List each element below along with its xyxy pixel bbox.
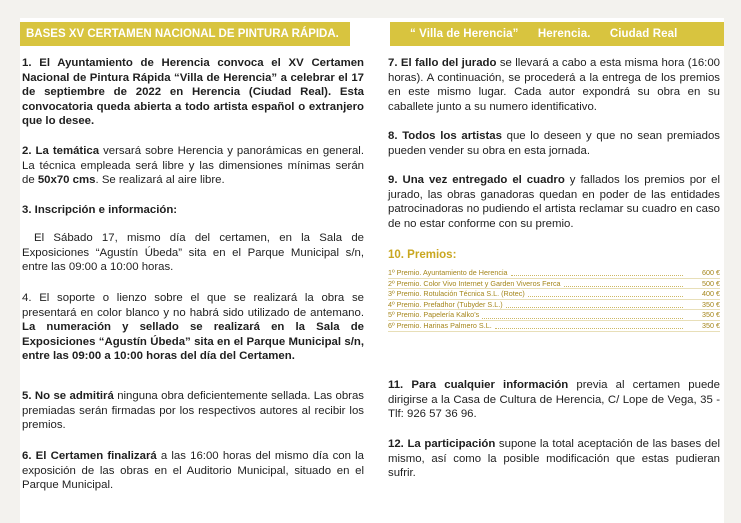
prize-name: 1º Premio. Ayuntamiento de Herencia <box>388 268 508 277</box>
rule-2-size: 50x70 cms <box>37 174 96 187</box>
rule-4-bold: La numeración y sellado se realizará en la Sala de Exposiciones “Agustín Úbeda” sita en el Parque Municipal s/n, entre las 09:00 a 10:00 horas del día del Certamen. <box>22 321 364 363</box>
rule-4 <box>22 291 364 364</box>
rule-8-text: que lo deseen y que no sean premiados pueden vender su obra en esta jornada. <box>388 130 721 157</box>
rule-8-title: 8. Todos los artistas <box>388 130 502 142</box>
prize-value: 500 € <box>702 278 720 288</box>
rule-10-title: 10. Premios: <box>388 249 457 261</box>
rule-6-title: 6. El Certamen finalizará <box>22 450 157 462</box>
rule-5 <box>22 389 364 433</box>
rule-9-title: 9. Una vez entregado el cuadro <box>388 174 565 186</box>
brochure-page <box>20 18 724 523</box>
rule-11 <box>388 378 720 422</box>
rule-2 <box>22 144 364 188</box>
prize-name: 6º Premio. Harinas Palmero S.L. <box>388 320 492 330</box>
header-province: Ciudad Real <box>609 28 678 40</box>
rule-1: 1. El Ayuntamiento de Herencia convoca el XV Certamen Nacional de Pintura Rápida “Villa de Herencia” a celebrar el 17 de septiembre de 2022 en Herencia (Ciudad Real). Esta convocatoria queda abierta a todo artista español o extranjero que lo desee. <box>22 57 364 128</box>
prize-name: 2º Premio. Color Vivo Internet y Garden Viveros Ferca <box>388 278 561 288</box>
prize-list <box>388 268 720 332</box>
rule-8 <box>388 129 720 158</box>
rule-7-title: 7. El fallo del jurado <box>388 57 497 69</box>
rule-2-text: versará sobre Herencia y panorámicas en general. La técnica empleada será libre y las dimensiones mínimas serán de <box>22 145 364 187</box>
prize-value: 350 € <box>702 320 720 330</box>
prize-row <box>388 279 720 290</box>
prize-value: 350 € <box>702 310 720 320</box>
prize-row <box>388 310 720 321</box>
prize-row <box>388 300 720 311</box>
rule-12-text: supone la total aceptación de las bases del mismo, así como la posible modificación que estas pudieran sufrir. <box>388 438 720 480</box>
rule-2-end: . Se realizará al aire libre. <box>95 174 225 187</box>
rule-9-text: y fallados los premios por el jurado, las obras ganadoras quedan en poder de las entidades patrocinadoras no pudiendo el artista reclamar su cuadro en caso de no estar conforme con su premio. <box>388 174 720 230</box>
prize-name: 3º Premio. Rotulación Técnica S.L. (Rotec) <box>388 289 525 299</box>
rule-9 <box>388 173 720 231</box>
rule-11-text: previa al certamen puede dirigirse a la Casa de Cultura de Herencia, C/ Lope de Vega, 35 - Tlf: 926 57 36 96. <box>388 379 720 421</box>
rule-4-text: 4. El soporte o lienzo sobre el que se realizará la obra se presentará en color blanco y no habrá sido utilizado de antemano. <box>22 292 364 319</box>
header-town: Herencia. <box>537 28 591 40</box>
rule-6 <box>22 449 364 493</box>
rule-3 <box>22 231 364 275</box>
rule-12 <box>388 437 720 481</box>
header-left-bar <box>20 22 350 46</box>
rule-12-title: 12. La participación <box>388 438 496 450</box>
prize-row <box>388 321 720 332</box>
rule-2-title: 2. La temática <box>22 145 100 157</box>
header-villa: “ Villa de Herencia” <box>410 28 519 40</box>
prize-value: 350 € <box>702 299 720 309</box>
prize-value: 400 € <box>702 289 720 299</box>
header-left-title: BASES XV CERTAMEN NACIONAL DE PINTURA RÁPIDA. <box>26 28 339 40</box>
rule-5-title: 5. No se admitirá <box>22 390 114 402</box>
rule-5-text: ninguna obra deficientemente sellada. Las obras premiadas serán firmadas por los respectivos autores al recibir los premios. <box>22 390 364 432</box>
rule-6-text: a las 16:00 horas del mismo día con la exposición de las obras en el Auditorio Municipal, situado en el Parque Municipal. <box>22 450 364 492</box>
prize-value: 600 € <box>702 268 720 277</box>
rule-11-title: 11. Para cualquier información <box>388 379 569 391</box>
rule-7 <box>388 56 720 114</box>
header-right-bar <box>390 22 724 46</box>
prize-row <box>388 289 720 300</box>
prize-name: 4º Premio. Prefadhor (Tubyder S.L.) <box>388 299 503 309</box>
rule-7-text: se llevará a cabo a esta misma hora (16:00 horas). A continuación, se procederá a la entrega de los premios en este mismo lugar. Cada autor expondrá su obra en su caballete junto a su numero identificativo. <box>388 57 720 113</box>
rule-3-text: El Sábado 17, mismo día del certamen, en la Sala de Exposiciones “Agustín Úbeda” sita en el Parque Municipal s/n, entre las 09:00 a 10:00 horas. <box>22 232 364 274</box>
rule-3-title: 3. Inscripción e información: <box>22 204 178 216</box>
prize-row <box>388 268 720 279</box>
prize-name: 5º Premio. Papelería Kalko’s <box>388 310 480 320</box>
